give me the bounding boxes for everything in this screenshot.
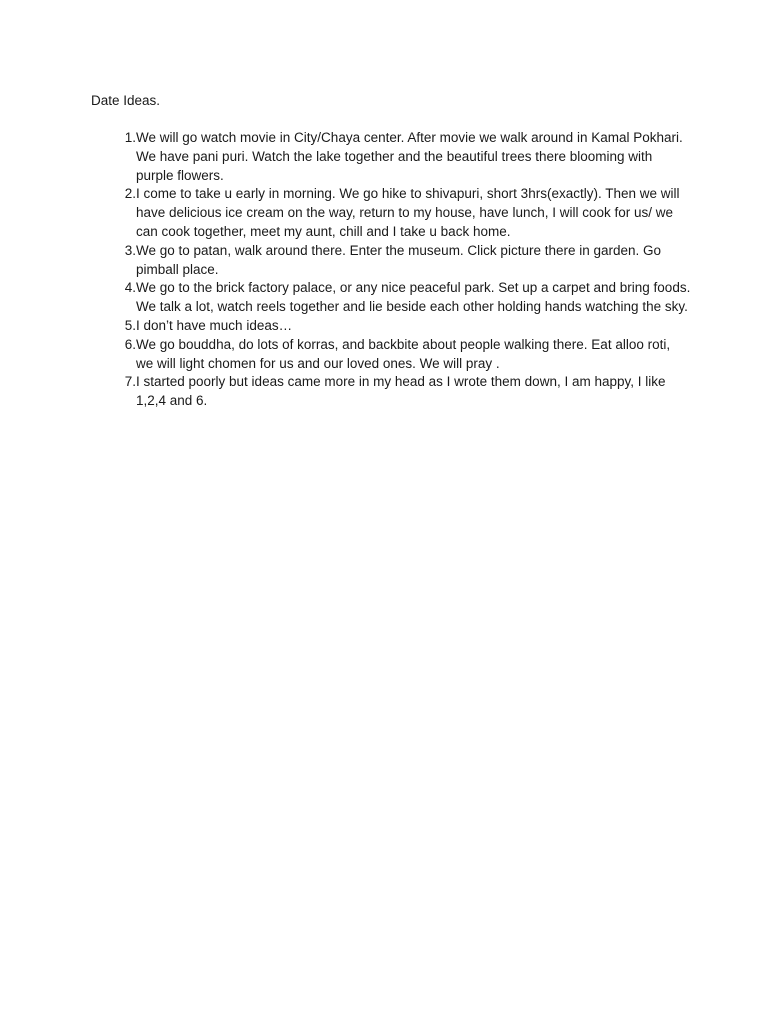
- list-item-number: 1.: [124, 130, 136, 145]
- list-item-text: We go to the brick factory palace, or any nice peaceful park. Set up a carpet and bring foods. We talk a lot, watch reels together and lie beside each other holding hands watching the sky.: [136, 280, 691, 315]
- list-item: [91, 336, 691, 374]
- date-ideas-list: [91, 129, 691, 411]
- list-item-number: 7.: [124, 374, 136, 390]
- list-item: [91, 185, 691, 241]
- list-item-number: 5.: [124, 317, 136, 333]
- list-item: [91, 242, 691, 280]
- list-item-number: 3.: [124, 242, 136, 258]
- list-item-number: 4.: [124, 280, 136, 296]
- list-item: [91, 129, 691, 185]
- list-item-number: 6.: [124, 336, 136, 352]
- list-item-text: I started poorly but ideas came more in my head as I wrote them down, I am happy, I like 1,2,4 and 6.: [136, 374, 666, 409]
- list-item-text: We go to patan, walk around there. Enter the museum. Click picture there in garden. Go pimball place.: [136, 242, 662, 277]
- document-title: Date Ideas.: [91, 93, 161, 108]
- list-item: [91, 373, 691, 411]
- list-item: [91, 317, 691, 336]
- list-item-text: We go bouddha, do lots of korras, and backbite about people walking there. Eat alloo roti, we will light chomen for us and our loved ones. We will pray .: [136, 336, 671, 371]
- list-item-text: I don’t have much ideas…: [136, 317, 293, 333]
- list-item-number: 2.: [124, 186, 136, 202]
- list-item-text: I come to take u early in morning. We go hike to shivapuri, short 3hrs(exactly). Then we will have delicious ice cream on the way, return to my house, have lunch, I will cook for us/ we can cook together, meet my aunt, chill and I take u back home.: [136, 186, 680, 239]
- list-item-text: We will go watch movie in City/Chaya center. After movie we walk around in Kamal Pokhari. We have pani puri. Watch the lake together and the beautiful trees there blooming with purple flowers.: [136, 130, 683, 183]
- list-item: [91, 279, 691, 317]
